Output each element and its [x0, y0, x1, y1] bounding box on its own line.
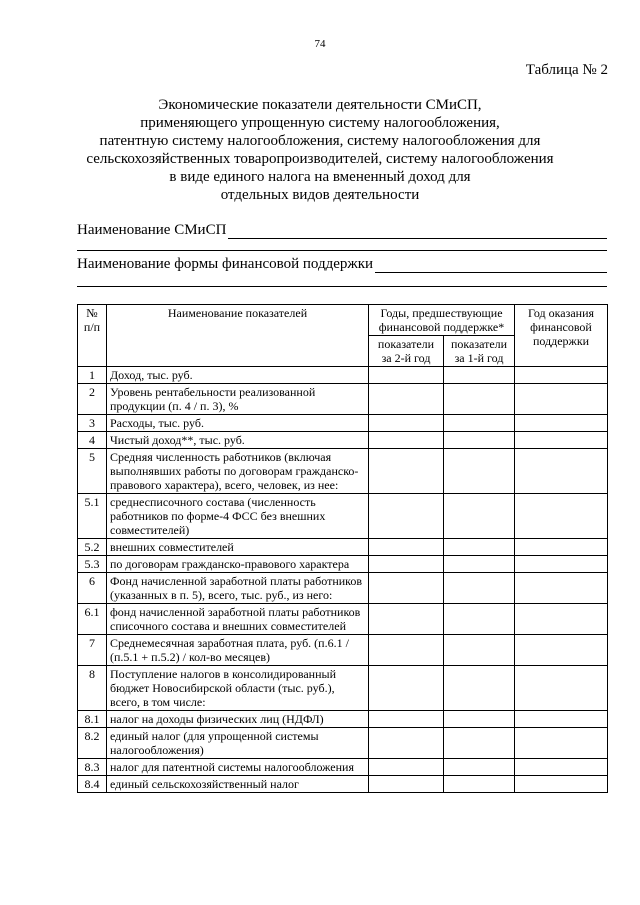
row-number: 7: [78, 635, 107, 666]
cell-year-2[interactable]: [369, 432, 444, 449]
smisp-name-label: Наименование СМиСП: [77, 222, 227, 238]
support-form-field[interactable]: [77, 256, 607, 273]
cell-year-2[interactable]: [369, 573, 444, 604]
row-indicator-name: Средняя численность работников (включая выполнявших работы по договорам гражданско-правового характера), всего, человек, из нее:: [107, 449, 369, 494]
row-number: 8.1: [78, 711, 107, 728]
row-indicator-name: фонд начисленной заработной платы работников списочного состава и внешних совместителей: [107, 604, 369, 635]
row-number: 8.3: [78, 759, 107, 776]
row-indicator-name: по договорам гражданско-правового характера: [107, 556, 369, 573]
row-indicator-name: Чистый доход**, тыс. руб.: [107, 432, 369, 449]
cell-support-year[interactable]: [515, 635, 608, 666]
cell-year-1[interactable]: [444, 449, 515, 494]
row-number: 5.3: [78, 556, 107, 573]
support-form-blank-line[interactable]: [77, 286, 607, 287]
page-number: 74: [314, 38, 326, 50]
cell-year-2[interactable]: [369, 556, 444, 573]
cell-support-year[interactable]: [515, 666, 608, 711]
smisp-name-field[interactable]: [77, 222, 607, 239]
table-row: [78, 728, 608, 759]
row-indicator-name: Фонд начисленной заработной платы работников (указанных в п. 5), всего, тыс. руб., из него:: [107, 573, 369, 604]
row-number: 8: [78, 666, 107, 711]
cell-year-1[interactable]: [444, 635, 515, 666]
header-num: № п/п: [78, 305, 107, 367]
row-indicator-name: единый сельскохозяйственный налог: [107, 776, 369, 793]
smisp-name-blank[interactable]: [228, 224, 607, 239]
smisp-name-blank-line[interactable]: [77, 250, 607, 251]
cell-support-year[interactable]: [515, 556, 608, 573]
cell-support-year[interactable]: [515, 759, 608, 776]
cell-year-1[interactable]: [444, 776, 515, 793]
table-row: [78, 432, 608, 449]
cell-support-year[interactable]: [515, 728, 608, 759]
cell-support-year[interactable]: [515, 776, 608, 793]
table-row: [78, 384, 608, 415]
table-row: [78, 494, 608, 539]
cell-year-2[interactable]: [369, 728, 444, 759]
table-row: [78, 573, 608, 604]
header-support-year: Год оказания финансовой поддержки: [515, 305, 608, 367]
table-row: [78, 666, 608, 711]
cell-support-year[interactable]: [515, 494, 608, 539]
table-row: [78, 539, 608, 556]
row-number: 5.1: [78, 494, 107, 539]
row-indicator-name: единый налог (для упрощенной системы налогообложения): [107, 728, 369, 759]
cell-year-2[interactable]: [369, 635, 444, 666]
header-year-1: показатели за 1-й год: [444, 336, 515, 367]
title-line: отдельных видов деятельности: [220, 187, 420, 203]
row-number: 3: [78, 415, 107, 432]
cell-support-year[interactable]: [515, 573, 608, 604]
row-indicator-name: внешних совместителей: [107, 539, 369, 556]
table-row: [78, 449, 608, 494]
row-number: 5.2: [78, 539, 107, 556]
cell-year-2[interactable]: [369, 384, 444, 415]
cell-year-1[interactable]: [444, 415, 515, 432]
cell-year-1[interactable]: [444, 556, 515, 573]
cell-year-1[interactable]: [444, 573, 515, 604]
cell-year-2[interactable]: [369, 776, 444, 793]
support-form-blank[interactable]: [375, 258, 607, 273]
table-row: [78, 367, 608, 384]
cell-support-year[interactable]: [515, 449, 608, 494]
cell-year-2[interactable]: [369, 449, 444, 494]
cell-support-year[interactable]: [515, 604, 608, 635]
table-row: [78, 635, 608, 666]
table-row: [78, 759, 608, 776]
cell-year-1[interactable]: [444, 604, 515, 635]
cell-year-2[interactable]: [369, 367, 444, 384]
header-year-2: показатели за 2-й год: [369, 336, 444, 367]
cell-year-1[interactable]: [444, 728, 515, 759]
row-number: 6: [78, 573, 107, 604]
row-indicator-name: Поступление налогов в консолидированный бюджет Новосибирской области (тыс. руб.), всего, в том числе:: [107, 666, 369, 711]
cell-year-2[interactable]: [369, 759, 444, 776]
row-number: 8.2: [78, 728, 107, 759]
cell-year-1[interactable]: [444, 367, 515, 384]
row-number: 5: [78, 449, 107, 494]
table-label: Таблица № 2: [525, 62, 608, 78]
row-number: 8.4: [78, 776, 107, 793]
row-indicator-name: налог на доходы физических лиц (НДФЛ): [107, 711, 369, 728]
row-indicator-name: Среднемесячная заработная плата, руб. (п.6.1 / (п.5.1 + п.5.2) / кол-во месяцев): [107, 635, 369, 666]
cell-year-2[interactable]: [369, 666, 444, 711]
row-number: 6.1: [78, 604, 107, 635]
cell-support-year[interactable]: [515, 432, 608, 449]
cell-year-2[interactable]: [369, 494, 444, 539]
cell-year-2[interactable]: [369, 415, 444, 432]
row-indicator-name: налог для патентной системы налогообложения: [107, 759, 369, 776]
cell-year-1[interactable]: [444, 432, 515, 449]
title-line: применяющего упрощенную систему налогообложения,: [140, 115, 500, 131]
cell-support-year[interactable]: [515, 539, 608, 556]
row-indicator-name: среднесписочного состава (численность работников по форме-4 ФСС без внешних совместителей): [107, 494, 369, 539]
title-line: сельскохозяйственных товаропроизводителей, систему налогообложения: [86, 151, 554, 167]
row-indicator-name: Уровень рентабельности реализованной продукции (п. 4 / п. 3), %: [107, 384, 369, 415]
table-row: [78, 711, 608, 728]
cell-support-year[interactable]: [515, 415, 608, 432]
row-indicator-name: Расходы, тыс. руб.: [107, 415, 369, 432]
indicators-table: [77, 304, 608, 793]
table-row: [78, 604, 608, 635]
cell-year-1[interactable]: [444, 711, 515, 728]
cell-year-1[interactable]: [444, 494, 515, 539]
row-indicator-name: Доход, тыс. руб.: [107, 367, 369, 384]
support-form-label: Наименование формы финансовой поддержки: [77, 256, 374, 272]
cell-year-2[interactable]: [369, 539, 444, 556]
cell-support-year[interactable]: [515, 367, 608, 384]
header-name: Наименование показателей: [107, 305, 369, 367]
title-line: в виде единого налога на вмененный доход для: [169, 169, 471, 185]
title-line: Экономические показатели деятельности СМиСП,: [158, 97, 482, 113]
cell-year-1[interactable]: [444, 539, 515, 556]
header-years-before: Годы, предшествующие финансовой поддержке*: [369, 305, 515, 336]
table-row: [78, 415, 608, 432]
cell-year-2[interactable]: [369, 604, 444, 635]
row-number: 2: [78, 384, 107, 415]
document-title: [60, 96, 580, 204]
row-number: 1: [78, 367, 107, 384]
cell-year-1[interactable]: [444, 759, 515, 776]
cell-support-year[interactable]: [515, 711, 608, 728]
cell-year-1[interactable]: [444, 666, 515, 711]
cell-year-2[interactable]: [369, 711, 444, 728]
cell-support-year[interactable]: [515, 384, 608, 415]
cell-year-1[interactable]: [444, 384, 515, 415]
table-row: [78, 556, 608, 573]
title-line: патентную систему налогообложения, систему налогообложения для: [99, 133, 541, 149]
row-number: 4: [78, 432, 107, 449]
table-row: [78, 776, 608, 793]
